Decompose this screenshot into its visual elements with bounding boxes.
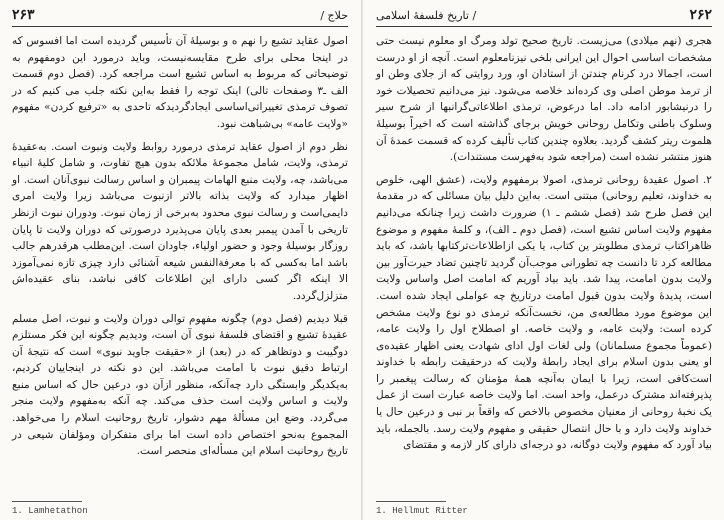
paragraph: ۲. اصول عقیدهٔ روحانی ترمذی، اصولا برمفهوم ولایت، (عشق الهی، خلوص به خداوند، تعلیم روحانی) مبتنی است. به‌این دلیل بیان مسائلی که در مقدمهٔ این فصل طرح شد (فصل ششم ـ ۱) ضرورت داشت زیرا چنانکه می‌دانیم مفهوم ولایت اساس تشیع است، (فصل دوم ـ الف)، و کلمهٔ مفهوم و موضوع ظاهرا‌کتاب ترمذی مطلوبتر ین کتاب، یا یکی ازاطلاعات‌ترکتابها باشد، که باید مطالعه کرد تا دانست چه تطورانی موجب‌آن گردید تاچنین تضاد حیرت‌آور بین ولایت بدون امامت، پیدا شد. باید بیاد آوریم که امامت اصل واساس ولایت است، پدیدهٔ ولایت بدون قبول امامت درتاریخ چه عواملی ایجاد شده است. این موضوع مورد مطالعه‌ی من، نخست‌آنکه ترمذی دو نوع ولایت مشخص کرده است: ولایت عامه، و ولایت خاصه. او اصطلاح اول را ولایت عامه، (عموماً مجموع مسلمانان) ولی لغات اول ادای شهادت یعنی اظهار عقیده‌ی او یعنی بدون اسلام برای ایجاد رابطهٔ ولایت که درحقیقت رابطه با خداوند است‌کافی است، زیرا با ایمان به‌آنچه همهٔ مؤمنان که رسالت پیغمبر را پذیرفته‌اند مشترک درعمل، واحد است. اما ولایت خاصه عبارت است از عمل یک نخبهٔ روحانی از معنیان مخصوص بالاخص که واقعاً بر نبی و درعین حال یا خداوند ولایت دارد و با حال انتصال حقیقی و مفهوم ولایت رسد. بالجمله، باید بیاد آورد که مفهوم ولایت دوگانه، دو درجه‌ای دارای کار لازمه و مقتضای [376, 173, 712, 452]
paragraph: نظر دوم از اصول عقاید ترمذی درمورد روابط ولایت ونبوت است. به‌عقیدهٔ ترمذی، ولایت، شامل مجموعهٔ ملائکه بدون هیچ تفاوت، و شامل کلیهٔ انبیاء می‌باشد، چه، ولایت منبع الهامات پیمبران و اساس رسالت نبوی‌آنان است. او اظهار میدارد که ولایت بذاته بالاتر ازنبوت می‌باشد زیرا ولایت امری دایمی‌است و رسالت نبوی محدود به‌برخی از زمان نبوت. ودوران نبوت ازنظر تاریخی با آمدن پیمبر بعدی پایان می‌پذیرد درصورتی که دوران ولایت تا پایان روزگار بوسیلهٔ وجود و حضور اولیاء، جاودان است. این‌مطلب هرقدرهم جالب باشد اما به‌کسی که با معرفةالنفس شیعه آشنائی دارد چیزی تازه نمی‌آموزد الا اینکه اگر کسی دارای این اطلاعات کافی نباشد، بنای عقیده‌اش متزلزل‌گردد. [12, 140, 348, 302]
page-header [12, 6, 348, 24]
footnote-rule [12, 501, 82, 502]
running-title: حلاج / [320, 8, 348, 22]
paragraph: قبلا دیدیم (فصل دوم) چگونه مفهوم توالی دوران ولایت و نبوت، اصل مسلم عقیدهٔ تشیع و اقتضای فلسفهٔ نبوی آن است، ودیدیم چگونه این فکر مستلزم دوگیبت و دوتظاهر که در (بعد) از «حقیقت جاوید نبوی» است که نتیجهٔ آن ارتباط دقیق نبوت با امامت می‌باشد. این دو نکته در اینجاییان کردیم، به‌یکدیگر وابستگی دارد چه‌آنکه، منظور ازآن دو، درعین حال که اساس منبع ولایت و اساس ولایت است حذف می‌کند. چه آنکه به‌مفهوم ولایت منجر می‌گردد. وضع این مسألهٔ مهم دشوار، تاریخ روحانیت اسلام را می‌خواهد. المجموع به‌نحو اختصاص داده است اما برای متفکران ومؤلفان شیعی در تاریخ روحانیت اسلام این مسأله‌ای منحصر است. [12, 312, 348, 458]
left-page [0, 0, 360, 520]
page-body [376, 33, 712, 498]
running-title: / تاریخ فلسفهٔ اسلامی [376, 8, 477, 22]
page-body [12, 33, 348, 498]
paragraph: هجری (نهم میلادی) می‌زیست. تاریخ صحیح تولد ومرگ او معلوم نیست حتی مشخصات اساسی احوال این ایرانی بلخی نیزنامعلوم است. آنچه از او درست است، اجمالا درد کرنام چندتن از استادان او، ورد روایتی که از جلای وطن او از ترمذ موطن اصلی وی کرده‌اند خلاصه می‌شود. نیز می‌دانیم تحصیلات خود را درنیشابور ادامه داد. اما درعوض، ترمذی اطلاعاتی‌گرانبها از شرح سیر وسلوک باطنی وتکامل روحانی خویش برجای گذاشته است که اخیراً بوسیلهٔ هلموت ریتر کشف گردید. بعلاوه چندین کتاب تألیف کرده که قسمت عمدهٔ آن هنوز منتشر نشده است (مراجعه شود به‌فهرست مستندات). [375, 35, 712, 164]
footnote: 1. Lamhetathon [12, 506, 88, 516]
footnote: 1. Hellmut Ritter [376, 506, 468, 516]
book-gutter [361, 0, 363, 520]
page-number: ۲۶۲ [689, 7, 712, 23]
header-rule [376, 26, 712, 27]
right-page [364, 0, 724, 520]
page-header [376, 6, 712, 24]
page-number: ۲۶۳ [12, 7, 35, 23]
footnote-rule [376, 501, 446, 502]
paragraph: اصول عقاید تشیع را نهم ه و بوسیلهٔ آن تأسیس گردیده است اما افسوس که در اینجا محلی برای طرح مقایسه‌نیست، وباید درمورد این دومفهوم به توضیحاتی که مربوط به اساس تشیع است مراجعه کرد. (فصل دوم قسمت الف ـ۳ وصفحات تالی) اینک توجه را فقط به‌این نکته جلب می کنیم که در تصوف ترمذی تغییراتی‌اساسی ایجاد‌گردید‌که تاحدی به «ترفیع کردن» مفهوم «ولایت عامه» بی‌شباهت نبود. [12, 35, 348, 130]
header-rule [12, 26, 348, 27]
